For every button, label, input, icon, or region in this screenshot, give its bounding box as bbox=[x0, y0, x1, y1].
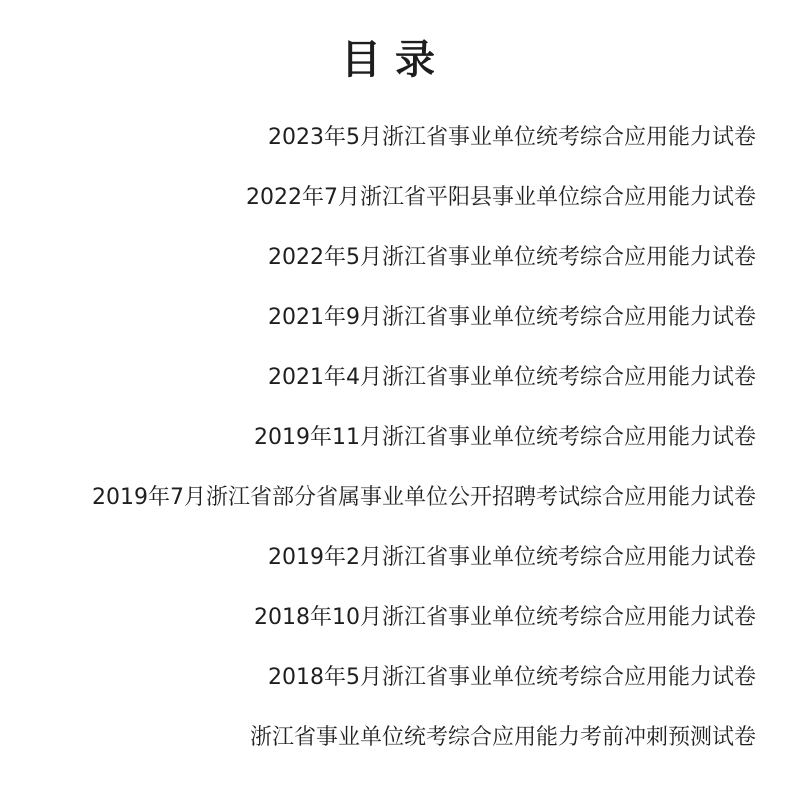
toc-item[interactable]: 浙江省事业单位统考综合应用能力考前冲刺预测试卷 bbox=[249, 725, 756, 750]
toc-list bbox=[92, 118, 756, 778]
toc-item[interactable]: 2021年9月浙江省事业单位统考综合应用能力试卷 bbox=[268, 305, 756, 330]
toc-item[interactable]: 2018年10月浙江省事业单位统考综合应用能力试卷 bbox=[254, 605, 756, 630]
toc-item[interactable]: 2022年7月浙江省平阳县事业单位综合应用能力试卷 bbox=[246, 185, 756, 210]
toc-item[interactable]: 2023年5月浙江省事业单位统考综合应用能力试卷 bbox=[268, 125, 756, 150]
toc-item[interactable]: 2018年5月浙江省事业单位统考综合应用能力试卷 bbox=[268, 665, 756, 690]
toc-item[interactable]: 2019年11月浙江省事业单位统考综合应用能力试卷 bbox=[254, 425, 756, 450]
page-title: 目录 bbox=[341, 37, 449, 83]
toc-item[interactable]: 2019年7月浙江省部分省属事业单位公开招聘考试综合应用能力试卷 bbox=[92, 485, 756, 510]
toc-item[interactable]: 2022年5月浙江省事业单位统考综合应用能力试卷 bbox=[268, 245, 756, 270]
toc-item[interactable]: 2021年4月浙江省事业单位统考综合应用能力试卷 bbox=[268, 365, 756, 390]
toc-item[interactable]: 2019年2月浙江省事业单位统考综合应用能力试卷 bbox=[268, 545, 756, 570]
